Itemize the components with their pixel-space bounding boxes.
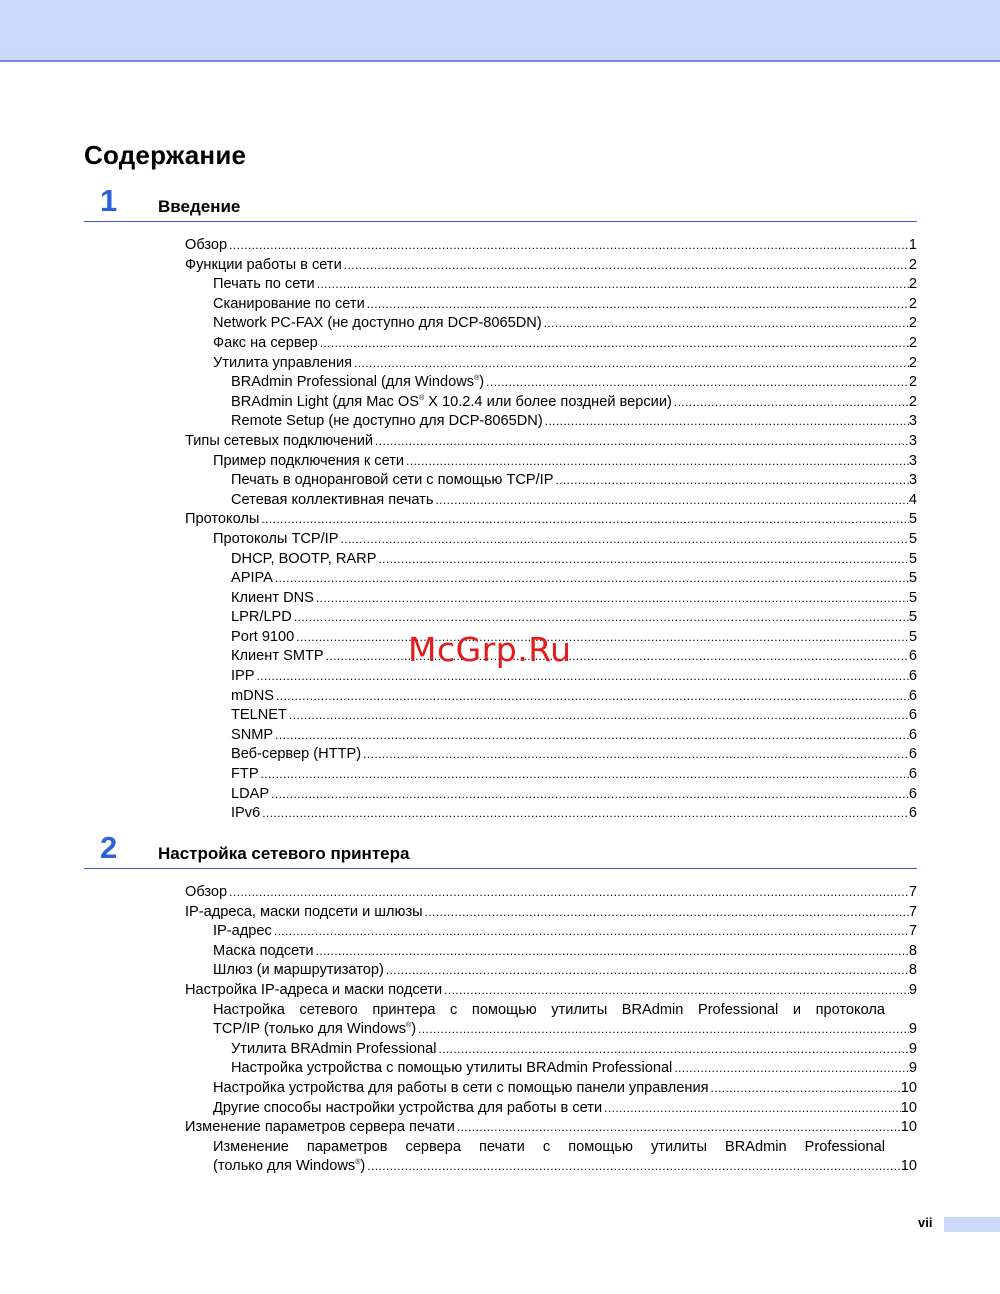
toc-entry[interactable]: Факс на сервер ..... 2 bbox=[213, 334, 917, 354]
page-number: 5 bbox=[908, 550, 917, 567]
chapter-title: Настройка сетевого принтера bbox=[158, 844, 410, 863]
page-number: 3 bbox=[908, 452, 917, 469]
toc-entry[interactable]: Сканирование по сети ..... 2 bbox=[213, 295, 917, 315]
page-number: 6 bbox=[908, 805, 917, 822]
page-number: 10 bbox=[900, 1158, 917, 1175]
toc-entry[interactable]: Настройка IP-адреса и маски подсети ..... 9 bbox=[185, 981, 917, 1001]
chapter-number: 1 bbox=[100, 183, 118, 218]
toc-entry-line1[interactable]: Изменение параметров сервера печати с помощью утилиты BRAdmin Professional bbox=[213, 1138, 885, 1155]
page-number: 9 bbox=[908, 981, 917, 998]
toc-entry[interactable]: Сетевая коллективная печать ..... 4 bbox=[231, 491, 917, 511]
page-number: 7 bbox=[908, 923, 917, 940]
toc-entry[interactable]: Network PC-FAX (не доступно для DCP-8065DN) ..... 2 bbox=[213, 314, 917, 334]
toc-entry[interactable]: TELNET ..... 6 bbox=[231, 706, 917, 726]
toc-entry[interactable]: (только для Windows®) ..... 10 bbox=[213, 1157, 917, 1177]
page-number: 6 bbox=[908, 648, 917, 665]
page-number: 3 bbox=[908, 432, 917, 449]
chapter-heading bbox=[84, 183, 917, 222]
page-number: 5 bbox=[908, 570, 917, 587]
toc-entry[interactable]: DHCP, BOOTP, RARP ..... 5 bbox=[231, 550, 917, 570]
toc-entry[interactable]: Маска подсети ..... 8 bbox=[213, 942, 917, 962]
page-number: 6 bbox=[908, 707, 917, 724]
page-number: 2 bbox=[908, 334, 917, 351]
page-number: 2 bbox=[908, 256, 917, 273]
toc-entry[interactable]: Другие способы настройки устройства для работы в сети ..... 10 bbox=[213, 1099, 917, 1119]
toc-entry[interactable]: Печать по сети ..... 2 bbox=[213, 275, 917, 295]
toc-entry[interactable]: BRAdmin Professional (для Windows®) ..... 2 bbox=[231, 373, 917, 393]
page-number: 7 bbox=[908, 903, 917, 920]
toc-entry[interactable]: Port 9100 ..... 5 bbox=[231, 628, 917, 648]
toc-entry[interactable]: mDNS ..... 6 bbox=[231, 687, 917, 707]
toc-entry[interactable]: Обзор ..... 7 bbox=[185, 883, 917, 903]
toc-entry[interactable]: Протоколы TCP/IP ..... 5 bbox=[213, 530, 917, 550]
page-number: 3 bbox=[908, 472, 917, 489]
chapter-number: 2 bbox=[100, 830, 118, 865]
toc-entry[interactable]: Клиент SMTP ..... 6 bbox=[231, 647, 917, 667]
toc-entry[interactable]: APIPA ..... 5 bbox=[231, 569, 917, 589]
page-number: 5 bbox=[908, 530, 917, 547]
page-number: 8 bbox=[908, 942, 917, 959]
toc-entry[interactable]: Протоколы ..... 5 bbox=[185, 510, 917, 530]
page-number: 1 bbox=[908, 237, 917, 253]
page-number: 5 bbox=[908, 511, 917, 528]
page-number: 7 bbox=[908, 884, 917, 900]
page-number: 4 bbox=[908, 491, 917, 508]
page-number: 2 bbox=[908, 374, 917, 391]
header-band bbox=[0, 0, 1000, 62]
toc-entry[interactable]: Шлюз (и маршрутизатор) ..... 8 bbox=[213, 961, 917, 981]
toc-entry[interactable]: IP-адрес ..... 7 bbox=[213, 922, 917, 942]
toc-entry[interactable]: BRAdmin Light (для Mac OS® X 10.2.4 или более поздней версии) ..... 2 bbox=[231, 393, 917, 413]
page-number: 9 bbox=[908, 1040, 917, 1057]
page-number: 10 bbox=[900, 1099, 917, 1116]
toc-chapter-1 bbox=[0, 236, 1000, 824]
page-number: 10 bbox=[900, 1079, 917, 1096]
page-number: 9 bbox=[908, 1021, 917, 1038]
toc-entry[interactable]: Изменение параметров сервера печати ..... 10 bbox=[185, 1118, 917, 1138]
toc-entry[interactable]: IPv6 ..... 6 bbox=[231, 804, 917, 824]
page-number: 6 bbox=[908, 766, 917, 783]
toc-entry-line1[interactable]: Настройка сетевого принтера с помощью утилиты BRAdmin Professional и протокола bbox=[213, 1001, 885, 1018]
toc-entry[interactable]: SNMP ..... 6 bbox=[231, 726, 917, 746]
toc-entry[interactable]: Веб-сервер (HTTP) ..... 6 bbox=[231, 745, 917, 765]
page-number: 2 bbox=[908, 354, 917, 371]
toc-entry[interactable]: Настройка устройства для работы в сети с помощью панели управления ..... 10 bbox=[213, 1079, 917, 1099]
toc-entry[interactable]: IP-адреса, маски подсети и шлюзы ..... 7 bbox=[185, 903, 917, 923]
watermark: McGrp.Ru bbox=[408, 630, 572, 669]
page-number: 2 bbox=[908, 276, 917, 293]
page-number: 6 bbox=[908, 785, 917, 802]
toc-entry[interactable]: Утилита управления ..... 2 bbox=[213, 354, 917, 374]
page-number: 5 bbox=[908, 589, 917, 606]
chapter-heading bbox=[84, 830, 917, 869]
toc-chapter-2 bbox=[0, 883, 1000, 1177]
toc-entry[interactable]: Типы сетевых подключений ..... 3 bbox=[185, 432, 917, 452]
toc-entry[interactable]: TCP/IP (только для Windows®) ..... 9 bbox=[213, 1020, 917, 1040]
chapter-title: Введение bbox=[158, 197, 241, 216]
page-footer-number: vii bbox=[918, 1215, 933, 1230]
page-number: 10 bbox=[900, 1119, 917, 1136]
footer-tab bbox=[944, 1217, 1000, 1232]
page-number: 8 bbox=[908, 962, 917, 979]
page-title: Содержание bbox=[84, 140, 247, 170]
page-number: 9 bbox=[908, 1060, 917, 1077]
page-number: 6 bbox=[908, 687, 917, 704]
toc-entry[interactable]: Настройка устройства с помощью утилиты BRAdmin Professional ..... 9 bbox=[231, 1059, 917, 1079]
toc-entry[interactable]: FTP ..... 6 bbox=[231, 765, 917, 785]
page-number: 6 bbox=[908, 726, 917, 743]
page-number: 5 bbox=[908, 628, 917, 645]
toc-entry[interactable]: Remote Setup (не доступно для DCP-8065DN) ..... 3 bbox=[231, 412, 917, 432]
toc-entry[interactable]: Пример подключения к сети ..... 3 bbox=[213, 452, 917, 472]
toc-entry[interactable]: LPR/LPD ..... 5 bbox=[231, 608, 917, 628]
page-number: 6 bbox=[908, 668, 917, 685]
page-number: 3 bbox=[908, 413, 917, 430]
page-number: 2 bbox=[908, 315, 917, 332]
toc-entry[interactable]: Функции работы в сети ..... 2 bbox=[185, 256, 917, 276]
page-number: 5 bbox=[908, 609, 917, 626]
toc-entry[interactable]: Печать в одноранговой сети с помощью TCP/IP ..... 3 bbox=[231, 471, 917, 491]
page-number: 6 bbox=[908, 746, 917, 763]
toc-entry[interactable]: Обзор ..... 1 bbox=[185, 236, 917, 256]
page-number: 2 bbox=[908, 295, 917, 312]
page-number: 2 bbox=[908, 393, 917, 410]
toc-entry[interactable]: Клиент DNS ..... 5 bbox=[231, 589, 917, 609]
toc-entry[interactable]: LDAP ..... 6 bbox=[231, 785, 917, 805]
toc-entry[interactable]: IPP ..... 6 bbox=[231, 667, 917, 687]
toc-entry[interactable]: Утилита BRAdmin Professional ..... 9 bbox=[231, 1040, 917, 1060]
